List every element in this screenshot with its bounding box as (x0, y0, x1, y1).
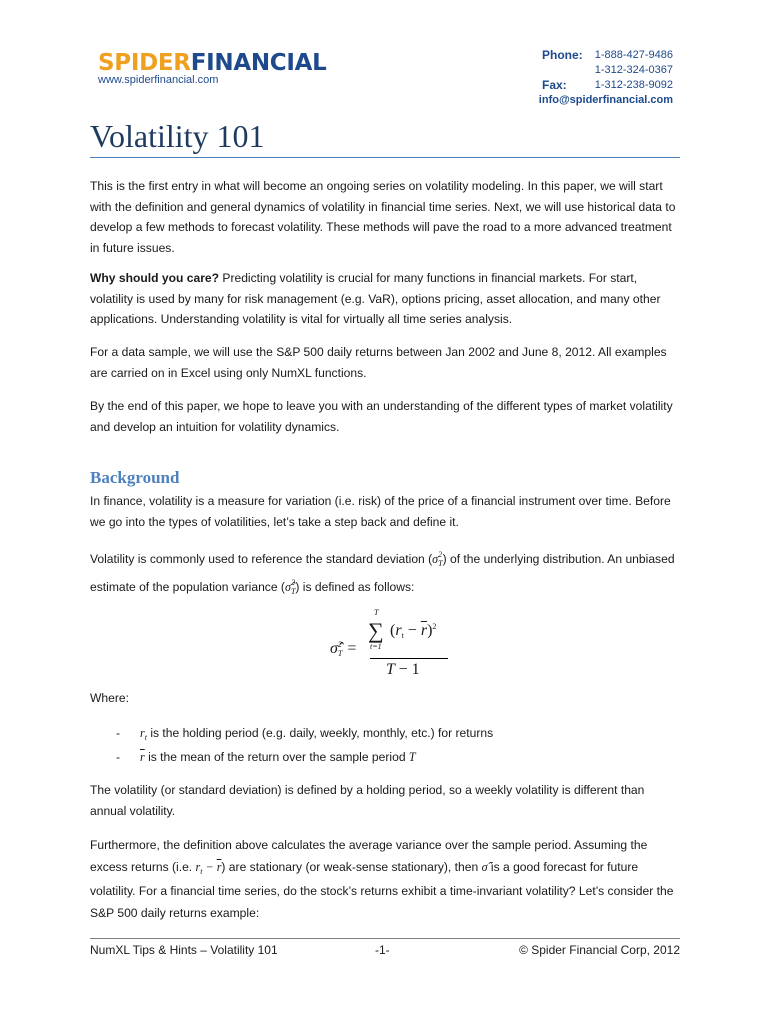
sigma-hat-symbol: σ̂$^2_T$ (284, 578, 296, 596)
title-divider (90, 157, 680, 158)
phone-number-2: 1-312-324-0367 (594, 64, 673, 76)
footer-doc-title: NumXL Tips & Hints – Volatility 101 (90, 943, 278, 957)
company-logo[interactable] (98, 50, 326, 86)
background-paragraph-4: Furthermore, the definition above calculates the average variance over the sample period. Assuming the excess returns (i.e. $r_t - \overline{r}$) are stationary (or weak-sense stationary), then σ̂ is a good forecast for future volatility. For a financial time series, do the stock’s returns exhibit a time-invariant volatility? Let’s consider the S&P 500 daily returns example: (90, 838, 674, 920)
page-number: -1- (375, 943, 390, 957)
list-item: - $\overline{r}$ is the mean of the return over the sample period T (116, 750, 416, 764)
background-paragraph-1: In finance, volatility is a measure for variation (i.e. risk) of the price of a financial instrument over time. Before we go into the types of volatilities, let’s take a step back and define it. (90, 494, 671, 529)
list-item: - $r_t$ is the holding period (e.g. daily, weekly, monthly, etc.) for returns (116, 726, 494, 742)
fax-label: Fax: (542, 78, 567, 92)
variance-formula: σ̂$^2$T = T ∑ t=1 $(rt - \overline{r})^2$ T − 1 (330, 612, 470, 682)
logo-wordmark: SPIDERFINANCIAL (98, 50, 327, 76)
section-heading-background: Background (90, 468, 180, 487)
footer-divider (90, 938, 680, 939)
definition-list (90, 722, 680, 768)
page-footer (90, 943, 680, 961)
website-link[interactable]: www.spiderfinancial.com (98, 74, 219, 86)
intro-paragraph-3: For a data sample, we will use the S&P 500 daily returns between Jan 2002 and June 8, 2012. All examples are carried on in Excel using only NumXL functions. (90, 345, 667, 380)
intro-paragraph-4: By the end of this paper, we hope to leave you with an understanding of the different types of market volatility and develop an intuition for volatility dynamics. (90, 399, 673, 434)
page-title: Volatility 101 (90, 118, 265, 154)
background-paragraph-2: Volatility is commonly used to reference the standard deviation $(\sigma^2_T)$ of the underlying distribution. An unbiased estimate of the population variance (σ̂$^2_T$) is defined as follows: (90, 550, 675, 596)
intro-paragraph-2: Why should you care? Predicting volatility is crucial for many functions in financial markets. For start, volatility is used by many for risk management (e.g. VaR), options pricing, asset allocation, and many other applications. Understanding volatility is vital for virtually all time series analysis. (90, 271, 661, 326)
contact-info (528, 48, 673, 108)
fax-number: 1-312-238-9092 (594, 79, 673, 91)
email-link[interactable]: info@spiderfinancial.com (538, 94, 673, 106)
sigma-symbol: $\sigma^2_T$ (432, 550, 443, 568)
where-label: Where: (90, 691, 129, 705)
footer-copyright: © Spider Financial Corp, 2012 (519, 943, 680, 957)
phone-number-1: 1-888-427-9486 (594, 49, 673, 61)
intro-paragraph-1: This is the first entry in what will become an ongoing series on volatility modeling. In this paper, we will start with the definition and general dynamics of volatility in financial time series. Next, we will use historical data to develop a few methods to forecast volatility. These methods will pave the road to a more advanced treatment in future issues. (90, 179, 676, 255)
background-paragraph-3: The volatility (or standard deviation) is defined by a holding period, so a weekly volatility is different than annual volatility. (90, 783, 645, 818)
phone-label: Phone: (542, 48, 583, 62)
